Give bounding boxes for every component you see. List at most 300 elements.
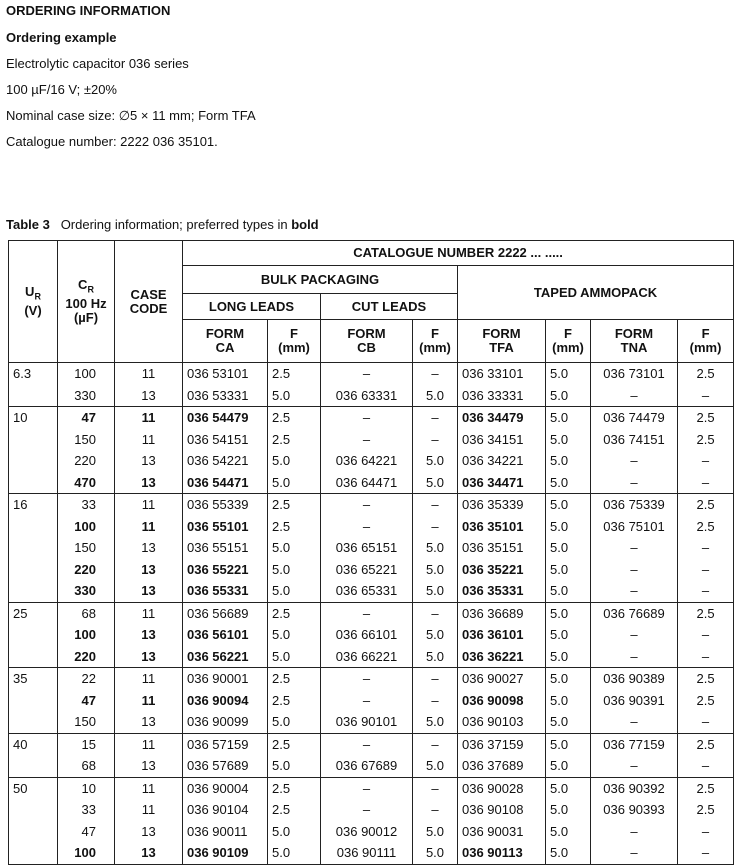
cell-ca: 036 90104 xyxy=(183,799,268,821)
cell-fca: 5.0 xyxy=(268,821,321,843)
cell-cr: 330 xyxy=(58,385,115,407)
cell-cr: 220 xyxy=(58,646,115,668)
ordering-table xyxy=(8,240,734,865)
cell-ca: 036 90004 xyxy=(183,777,268,799)
cell-fca: 2.5 xyxy=(268,602,321,624)
header-ur: $U_R$ (V) xyxy=(9,241,58,363)
cell-fca: 2.5 xyxy=(268,407,321,429)
table-row xyxy=(9,733,734,755)
cell-case: 11 xyxy=(115,494,183,516)
cell-fca: 2.5 xyxy=(268,516,321,538)
cell-ca: 036 90001 xyxy=(183,668,268,690)
cell-ur xyxy=(9,624,58,646)
cell-tfa: 036 34479 xyxy=(458,407,546,429)
cell-fca: 5.0 xyxy=(268,646,321,668)
header-form-tna: FORM TNA xyxy=(591,320,678,363)
cell-case: 13 xyxy=(115,646,183,668)
cell-fcb: – xyxy=(413,799,458,821)
cell-ca: 036 56689 xyxy=(183,602,268,624)
cell-tna: – xyxy=(591,842,678,864)
cell-fcb: 5.0 xyxy=(413,580,458,602)
cell-ftna: 2.5 xyxy=(678,494,734,516)
cell-cr: 47 xyxy=(58,407,115,429)
cell-case: 13 xyxy=(115,537,183,559)
example-heading: Ordering example xyxy=(6,30,117,45)
cell-ftfa: 5.0 xyxy=(546,407,591,429)
cell-ca: 036 53331 xyxy=(183,385,268,407)
cell-ur xyxy=(9,580,58,602)
cell-tna: – xyxy=(591,821,678,843)
example-line: Catalogue number: 2222 036 35101. xyxy=(6,134,218,149)
cell-tfa: 036 90028 xyxy=(458,777,546,799)
cell-tfa: 036 35331 xyxy=(458,580,546,602)
table-caption xyxy=(6,217,319,232)
cell-tna: 036 73101 xyxy=(591,363,678,385)
cell-ftfa: 5.0 xyxy=(546,821,591,843)
table-row xyxy=(9,799,734,821)
cell-ftna: – xyxy=(678,842,734,864)
cell-fcb: – xyxy=(413,516,458,538)
cell-ftna: – xyxy=(678,646,734,668)
cell-case: 13 xyxy=(115,559,183,581)
cell-ftfa: 5.0 xyxy=(546,537,591,559)
cell-case: 13 xyxy=(115,842,183,864)
cell-cb: 036 65221 xyxy=(321,559,413,581)
cell-ur: 35 xyxy=(9,668,58,690)
cell-cb: – xyxy=(321,407,413,429)
cell-ca: 036 55151 xyxy=(183,537,268,559)
table-row xyxy=(9,842,734,864)
header-cr: $C_R$ 100 Hz (µF) xyxy=(58,241,115,363)
cell-fca: 5.0 xyxy=(268,755,321,777)
cell-tfa: 036 37159 xyxy=(458,733,546,755)
cell-fcb: 5.0 xyxy=(413,385,458,407)
table-row xyxy=(9,821,734,843)
cell-tna: – xyxy=(591,472,678,494)
cell-ur xyxy=(9,559,58,581)
cell-case: 11 xyxy=(115,516,183,538)
header-cut-leads: CUT LEADS xyxy=(321,294,458,320)
table-row xyxy=(9,450,734,472)
table-row xyxy=(9,472,734,494)
cell-case: 11 xyxy=(115,799,183,821)
table-row xyxy=(9,494,734,516)
cell-ur xyxy=(9,799,58,821)
cell-fca: 5.0 xyxy=(268,559,321,581)
cell-ca: 036 90011 xyxy=(183,821,268,843)
cell-ftna: – xyxy=(678,385,734,407)
cell-fcb: – xyxy=(413,602,458,624)
cell-case: 11 xyxy=(115,777,183,799)
cell-cb: 036 90101 xyxy=(321,711,413,733)
cell-fcb: – xyxy=(413,668,458,690)
cell-ftfa: 5.0 xyxy=(546,842,591,864)
cell-ur xyxy=(9,646,58,668)
cell-ca: 036 56101 xyxy=(183,624,268,646)
cell-tfa: 036 34221 xyxy=(458,450,546,472)
example-line: Electrolytic capacitor 036 series xyxy=(6,56,189,71)
cell-tfa: 036 90098 xyxy=(458,690,546,712)
cell-cb: – xyxy=(321,602,413,624)
cell-cr: 150 xyxy=(58,429,115,451)
cell-cr: 100 xyxy=(58,516,115,538)
cell-fcb: 5.0 xyxy=(413,755,458,777)
cell-tna: 036 76689 xyxy=(591,602,678,624)
cell-ur: 40 xyxy=(9,733,58,755)
cell-ftfa: 5.0 xyxy=(546,668,591,690)
cell-ur xyxy=(9,711,58,733)
cell-cr: 10 xyxy=(58,777,115,799)
cell-cr: 47 xyxy=(58,690,115,712)
header-taped: TAPED AMMOPACK xyxy=(458,266,734,320)
cell-ftfa: 5.0 xyxy=(546,429,591,451)
cell-cr: 220 xyxy=(58,450,115,472)
cell-cb: – xyxy=(321,516,413,538)
cell-fca: 5.0 xyxy=(268,580,321,602)
cell-tna: – xyxy=(591,450,678,472)
cell-cr: 15 xyxy=(58,733,115,755)
cell-tna: – xyxy=(591,646,678,668)
cell-fca: 5.0 xyxy=(268,711,321,733)
cell-ca: 036 55331 xyxy=(183,580,268,602)
cell-ur xyxy=(9,516,58,538)
cell-ur: 50 xyxy=(9,777,58,799)
header-form-cb: FORM CB xyxy=(321,320,413,363)
cell-tfa: 036 34471 xyxy=(458,472,546,494)
cell-cb: 036 63331 xyxy=(321,385,413,407)
cell-fcb: 5.0 xyxy=(413,472,458,494)
cell-cr: 33 xyxy=(58,799,115,821)
cell-ca: 036 54471 xyxy=(183,472,268,494)
cell-fca: 5.0 xyxy=(268,842,321,864)
cell-ftfa: 5.0 xyxy=(546,799,591,821)
cell-ftfa: 5.0 xyxy=(546,777,591,799)
cell-ftfa: 5.0 xyxy=(546,450,591,472)
cell-tna: – xyxy=(591,537,678,559)
cell-cb: 036 64471 xyxy=(321,472,413,494)
cell-ftfa: 5.0 xyxy=(546,602,591,624)
cell-tna: – xyxy=(591,385,678,407)
cell-ftna: – xyxy=(678,580,734,602)
header-long-leads: LONG LEADS xyxy=(183,294,321,320)
cell-ftfa: 5.0 xyxy=(546,559,591,581)
cell-ftfa: 5.0 xyxy=(546,755,591,777)
cell-cb: 036 65151 xyxy=(321,537,413,559)
cell-tna: 036 90393 xyxy=(591,799,678,821)
caption-bold: bold xyxy=(291,217,319,232)
cell-tfa: 036 90027 xyxy=(458,668,546,690)
cell-ftna: 2.5 xyxy=(678,516,734,538)
cell-case: 11 xyxy=(115,668,183,690)
header-f: F (mm) xyxy=(413,320,458,363)
cell-fca: 2.5 xyxy=(268,363,321,385)
cell-cr: 100 xyxy=(58,842,115,864)
cell-cr: 100 xyxy=(58,624,115,646)
cell-cb: – xyxy=(321,668,413,690)
cell-ur xyxy=(9,450,58,472)
cell-fca: 2.5 xyxy=(268,777,321,799)
cell-tna: 036 74479 xyxy=(591,407,678,429)
cell-ftfa: 5.0 xyxy=(546,516,591,538)
header-bulk: BULK PACKAGING xyxy=(183,266,458,294)
cell-ftna: 2.5 xyxy=(678,668,734,690)
cell-ca: 036 54221 xyxy=(183,450,268,472)
cell-ftna: – xyxy=(678,711,734,733)
cell-fca: 2.5 xyxy=(268,494,321,516)
cell-cr: 100 xyxy=(58,363,115,385)
cell-cb: – xyxy=(321,690,413,712)
cell-fcb: – xyxy=(413,690,458,712)
cell-tfa: 036 90031 xyxy=(458,821,546,843)
cell-ftfa: 5.0 xyxy=(546,711,591,733)
caption-text: Ordering information; preferred types in xyxy=(60,217,292,232)
cell-ca: 036 90109 xyxy=(183,842,268,864)
cell-fca: 2.5 xyxy=(268,733,321,755)
cell-ftfa: 5.0 xyxy=(546,385,591,407)
header-f: F (mm) xyxy=(678,320,734,363)
cell-ur xyxy=(9,690,58,712)
cell-cb: 036 90111 xyxy=(321,842,413,864)
cell-cr: 220 xyxy=(58,559,115,581)
cell-fca: 2.5 xyxy=(268,429,321,451)
table-row xyxy=(9,580,734,602)
cell-fcb: 5.0 xyxy=(413,559,458,581)
cell-fca: 2.5 xyxy=(268,799,321,821)
cell-cb: – xyxy=(321,363,413,385)
cell-ca: 036 56221 xyxy=(183,646,268,668)
section-heading: ORDERING INFORMATION xyxy=(6,3,171,18)
cell-ftna: – xyxy=(678,450,734,472)
cell-cb: 036 66221 xyxy=(321,646,413,668)
cell-fcb: – xyxy=(413,733,458,755)
cell-cb: 036 64221 xyxy=(321,450,413,472)
cell-ur: 10 xyxy=(9,407,58,429)
table-row xyxy=(9,690,734,712)
cell-tfa: 036 90103 xyxy=(458,711,546,733)
cell-tfa: 036 35339 xyxy=(458,494,546,516)
cell-cb: 036 90012 xyxy=(321,821,413,843)
header-form-tfa: FORM TFA xyxy=(458,320,546,363)
header-form-ca: FORM CA xyxy=(183,320,268,363)
cell-tna: – xyxy=(591,559,678,581)
table-row xyxy=(9,385,734,407)
cell-case: 13 xyxy=(115,755,183,777)
cell-ftfa: 5.0 xyxy=(546,580,591,602)
cell-ur xyxy=(9,821,58,843)
cell-fca: 2.5 xyxy=(268,690,321,712)
cell-cb: 036 67689 xyxy=(321,755,413,777)
cell-cb: 036 66101 xyxy=(321,624,413,646)
cell-fca: 2.5 xyxy=(268,668,321,690)
cell-ftna: 2.5 xyxy=(678,602,734,624)
cell-ftfa: 5.0 xyxy=(546,363,591,385)
cell-case: 11 xyxy=(115,733,183,755)
cell-cb: – xyxy=(321,429,413,451)
cell-fcb: – xyxy=(413,494,458,516)
cell-tna: – xyxy=(591,711,678,733)
cell-tna: 036 90391 xyxy=(591,690,678,712)
cell-cb: – xyxy=(321,733,413,755)
cell-ca: 036 54151 xyxy=(183,429,268,451)
cell-tfa: 036 90113 xyxy=(458,842,546,864)
table-row xyxy=(9,624,734,646)
cell-fca: 5.0 xyxy=(268,385,321,407)
table-row xyxy=(9,537,734,559)
cell-case: 13 xyxy=(115,472,183,494)
table-row xyxy=(9,516,734,538)
cell-ftna: 2.5 xyxy=(678,690,734,712)
cell-cr: 47 xyxy=(58,821,115,843)
cell-tfa: 036 33101 xyxy=(458,363,546,385)
cell-case: 13 xyxy=(115,580,183,602)
cell-ur: 16 xyxy=(9,494,58,516)
cell-ftna: – xyxy=(678,537,734,559)
example-line: 100 µF/16 V; ±20% xyxy=(6,82,117,97)
cell-case: 11 xyxy=(115,602,183,624)
cell-ftfa: 5.0 xyxy=(546,733,591,755)
table-row xyxy=(9,363,734,385)
cell-cr: 68 xyxy=(58,602,115,624)
cell-ftfa: 5.0 xyxy=(546,690,591,712)
table-row xyxy=(9,407,734,429)
cell-tfa: 036 37689 xyxy=(458,755,546,777)
cell-ftna: 2.5 xyxy=(678,777,734,799)
cell-tfa: 036 35101 xyxy=(458,516,546,538)
cell-ca: 036 55221 xyxy=(183,559,268,581)
cell-fca: 5.0 xyxy=(268,624,321,646)
cell-cb: – xyxy=(321,799,413,821)
cell-fcb: 5.0 xyxy=(413,821,458,843)
cell-ftna: 2.5 xyxy=(678,429,734,451)
table-row xyxy=(9,602,734,624)
cell-ftna: 2.5 xyxy=(678,799,734,821)
cell-ca: 036 55101 xyxy=(183,516,268,538)
cell-ur xyxy=(9,472,58,494)
table-row xyxy=(9,559,734,581)
cell-case: 13 xyxy=(115,385,183,407)
cell-ftna: – xyxy=(678,559,734,581)
cell-tfa: 036 36221 xyxy=(458,646,546,668)
cell-fcb: – xyxy=(413,363,458,385)
cell-ur xyxy=(9,537,58,559)
cell-ca: 036 55339 xyxy=(183,494,268,516)
table-row xyxy=(9,646,734,668)
table-row xyxy=(9,755,734,777)
cell-ftna: – xyxy=(678,821,734,843)
cell-fcb: – xyxy=(413,407,458,429)
cell-cr: 33 xyxy=(58,494,115,516)
table-row xyxy=(9,668,734,690)
cell-ca: 036 57159 xyxy=(183,733,268,755)
cell-ftna: – xyxy=(678,472,734,494)
cell-case: 13 xyxy=(115,450,183,472)
cell-ftfa: 5.0 xyxy=(546,646,591,668)
cell-tna: – xyxy=(591,624,678,646)
cell-ftna: 2.5 xyxy=(678,407,734,429)
cell-case: 13 xyxy=(115,821,183,843)
cell-ur xyxy=(9,842,58,864)
cell-ftna: 2.5 xyxy=(678,363,734,385)
cell-ftfa: 5.0 xyxy=(546,624,591,646)
cell-ftfa: 5.0 xyxy=(546,472,591,494)
cell-fcb: 5.0 xyxy=(413,711,458,733)
cell-tfa: 036 90108 xyxy=(458,799,546,821)
cell-fca: 5.0 xyxy=(268,450,321,472)
header-f: F (mm) xyxy=(268,320,321,363)
cell-fcb: 5.0 xyxy=(413,537,458,559)
cell-case: 11 xyxy=(115,363,183,385)
cell-cr: 22 xyxy=(58,668,115,690)
cell-tna: 036 75101 xyxy=(591,516,678,538)
cell-cb: – xyxy=(321,777,413,799)
cell-cr: 330 xyxy=(58,580,115,602)
cell-cr: 470 xyxy=(58,472,115,494)
cell-fcb: 5.0 xyxy=(413,624,458,646)
table-row xyxy=(9,429,734,451)
cell-ca: 036 90094 xyxy=(183,690,268,712)
table-row xyxy=(9,711,734,733)
cell-case: 11 xyxy=(115,429,183,451)
cell-tfa: 036 36689 xyxy=(458,602,546,624)
cell-ca: 036 90099 xyxy=(183,711,268,733)
cell-fcb: 5.0 xyxy=(413,842,458,864)
cell-tfa: 036 33331 xyxy=(458,385,546,407)
cell-ftna: – xyxy=(678,755,734,777)
cell-ur: 25 xyxy=(9,602,58,624)
cell-cb: – xyxy=(321,494,413,516)
cell-case: 11 xyxy=(115,407,183,429)
cell-tfa: 036 34151 xyxy=(458,429,546,451)
cell-fcb: – xyxy=(413,429,458,451)
cell-tna: 036 90389 xyxy=(591,668,678,690)
cell-cr: 150 xyxy=(58,711,115,733)
cell-cr: 68 xyxy=(58,755,115,777)
cell-case: 13 xyxy=(115,711,183,733)
cell-ftna: – xyxy=(678,624,734,646)
cell-tna: – xyxy=(591,580,678,602)
cell-ftfa: 5.0 xyxy=(546,494,591,516)
cell-fca: 5.0 xyxy=(268,537,321,559)
cell-fca: 5.0 xyxy=(268,472,321,494)
cell-tna: – xyxy=(591,755,678,777)
cell-tfa: 036 35221 xyxy=(458,559,546,581)
cell-ur xyxy=(9,385,58,407)
cell-ur xyxy=(9,429,58,451)
cell-ca: 036 53101 xyxy=(183,363,268,385)
cell-tna: 036 90392 xyxy=(591,777,678,799)
header-case-code: CASE CODE xyxy=(115,241,183,363)
cell-case: 11 xyxy=(115,690,183,712)
cell-fcb: 5.0 xyxy=(413,450,458,472)
cell-case: 13 xyxy=(115,624,183,646)
cell-tna: 036 74151 xyxy=(591,429,678,451)
cell-tfa: 036 36101 xyxy=(458,624,546,646)
cell-fcb: – xyxy=(413,777,458,799)
cell-ur: 6.3 xyxy=(9,363,58,385)
cell-fcb: 5.0 xyxy=(413,646,458,668)
cell-ftna: 2.5 xyxy=(678,733,734,755)
cell-ca: 036 54479 xyxy=(183,407,268,429)
caption-label: Table 3 xyxy=(6,217,50,232)
cell-cr: 150 xyxy=(58,537,115,559)
header-catalogue: CATALOGUE NUMBER 2222 ... ..... xyxy=(183,241,734,266)
cell-tna: 036 75339 xyxy=(591,494,678,516)
header-f: F (mm) xyxy=(546,320,591,363)
table-row xyxy=(9,777,734,799)
cell-tna: 036 77159 xyxy=(591,733,678,755)
cell-ur xyxy=(9,755,58,777)
cell-cb: 036 65331 xyxy=(321,580,413,602)
